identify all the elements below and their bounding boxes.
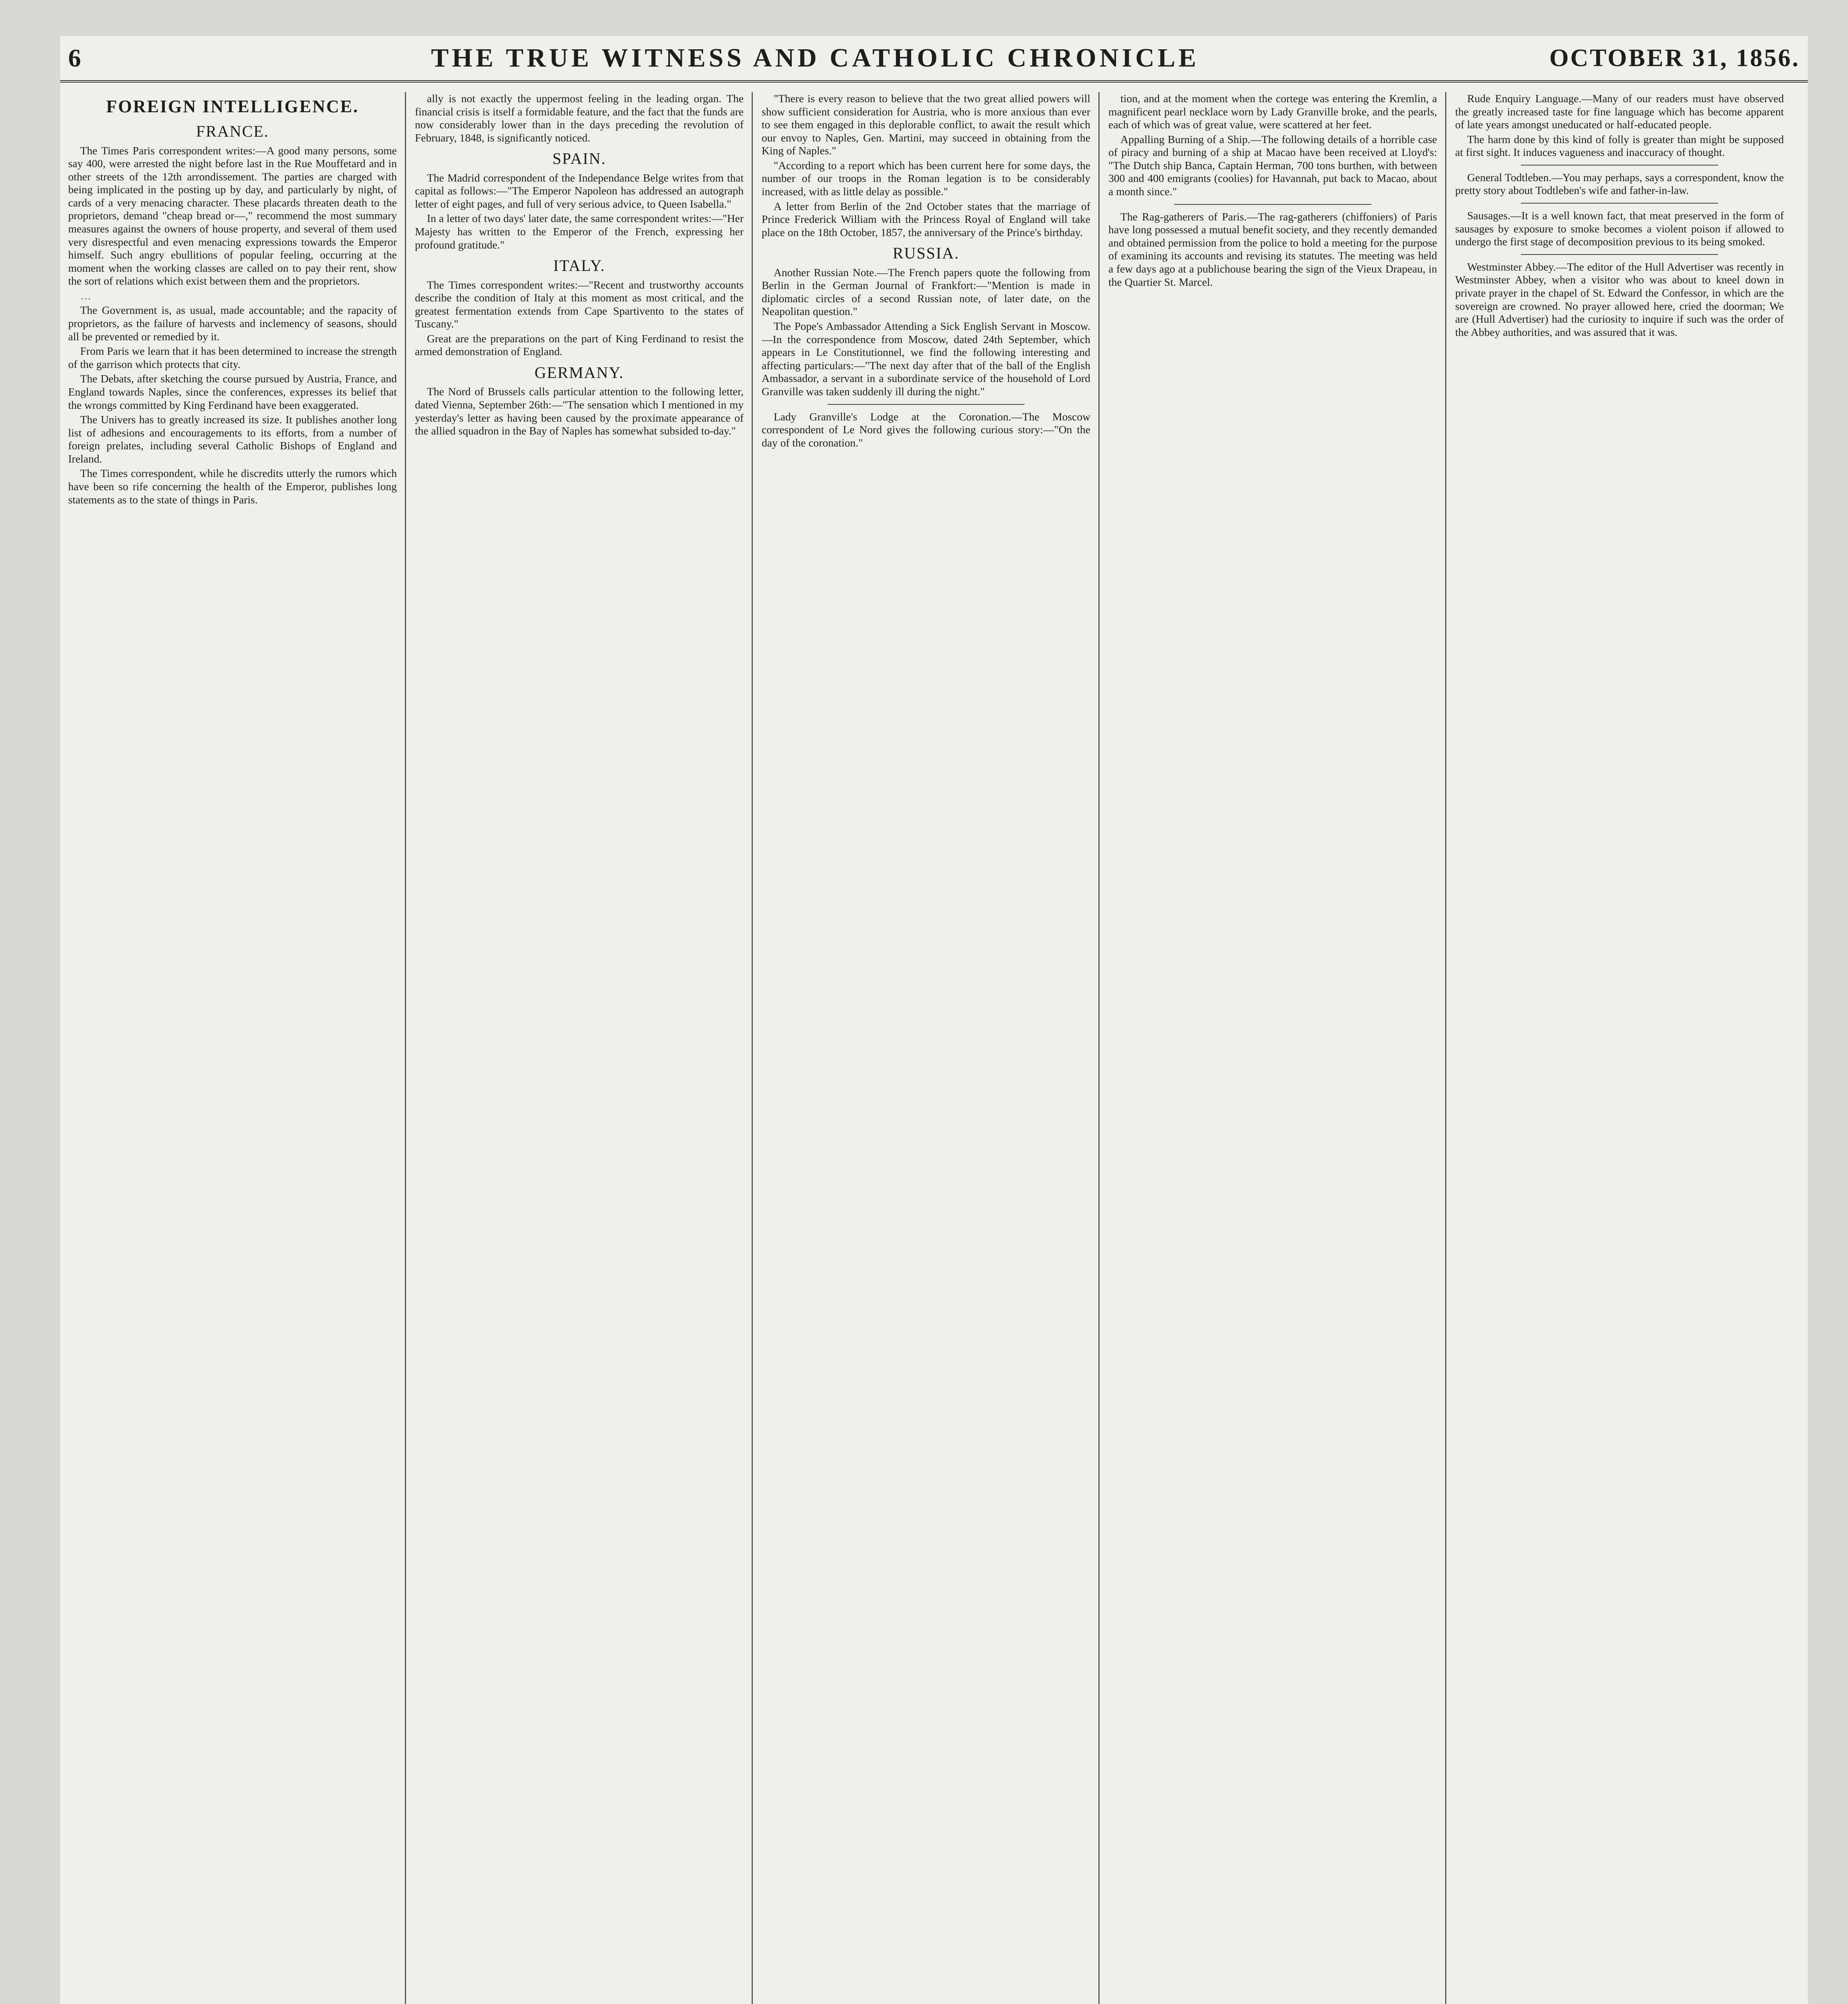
article-paragraph: ally is not exactly the uppermost feeling in the leading organ. The financial crisis is itself a formidable feature, and the fact that the funds are now considerably lower than in the days preceding the revolution of February, 1848, is significantly noticed. [415,92,744,144]
article-paragraph: The Debats, after sketching the course pursued by Austria, France, and England towards Naples, since the conferences, expresses its belief that the wrongs committed by King Ferdinand have been exaggerated. [68,372,397,411]
article-paragraph: Sausages.—It is a well known fact, that meat preserved in the form of sausages by exposure to smoke becomes a violent poison if allowed to undergo the first stage of decomposition previous to its being smoked. [1455,209,1784,248]
article-paragraph: Appalling Burning of a Ship.—The following details of a horrible case of piracy and burning of a ship at Macao have been received at Lloyd's: "The Dutch ship Banca, Captain Herman, 700 tons burthen, with between 300 and 400 emigrants (coolies) for Havannah, put back to Macao, about a month since." [1108,133,1437,198]
column-3 [762,92,1090,2004]
newspaper-title: THE TRUE WITNESS AND CATHOLIC CHRONICLE [431,43,1199,73]
divider [1521,254,1718,255]
divider [827,404,1025,405]
article-paragraph: The Times correspondent, while he discredits utterly the rumors which have been so rife concerning the health of the Emperor, publishes long statements as to the state of things in Paris. [68,467,397,506]
article-text-block: … [80,289,91,302]
divider [1521,203,1718,204]
article-paragraph: Lady Granville's Lodge at the Coronation.—The Moscow correspondent of Le Nord gives the following curious story:—"On the day of the coronation." [762,410,1090,449]
subheading-italy: ITALY. [553,257,605,275]
article-paragraph: "There is every reason to believe that the two great allied powers will show sufficient consideration for Austria, who is more anxious than ever to see them engaged in this deplorable conflict, to await the result which our envoy to Naples, Gen. Martini, may succeed in obtaining from the King of Naples." [762,92,1090,157]
article-paragraph: From Paris we learn that it has been determined to increase the strength of the garrison which protects that city. [68,345,397,370]
column-1 [68,92,397,2004]
article-paragraph: The Nord of Brussels calls particular attention to the following letter, dated Vienna, September 26th:—"The sensation which I mentioned in my yesterday's letter as having been caused by the proximate appearance of the allied squadron in the Bay of Naples has somewhat subsided to-day." [415,385,744,437]
article-paragraph: The Rag-gatherers of Paris.—The rag-gatherers (chiffoniers) of Paris have long possessed a mutual benefit society, and they recently demanded and obtained permission from the police to hold a meeting for the purpose of examining its accounts and revising its statutes. The meeting was held a few days ago at a publichouse bearing the sign of the Vieux Drapeau, in the Quartier St. Marcel. [1108,210,1437,288]
article-paragraph: General Todtleben.—You may perhaps, says a correspondent, know the pretty story about Todtleben's wife and father-in-law. [1455,171,1784,197]
article-paragraph: Rude Enquiry Language.—Many of our readers must have observed the greatly increased taste for fine language which has become apparent of late years amongst uneducated or half-educated people. [1455,92,1784,131]
article-paragraph: "According to a report which has been current here for some days, the number of our troops in the Roman legation is to be considerably increased, with as little delay as possible." [762,159,1090,198]
issue-date: OCTOBER 31, 1856. [1549,44,1800,72]
subheading-russia: RUSSIA. [892,244,960,263]
divider [1521,165,1718,166]
article-paragraph: The Univers has to greatly increased its size. It publishes another long list of adhesions and encouragements to its efforts, from a number of foreign prelates, including several Catholic Bishops of England and Ireland. [68,413,397,465]
article-paragraph: tion, and at the moment when the cortege was entering the Kremlin, a magnificent pearl necklace worn by Lady Granville broke, and the pearls, each of which was of great value, were scattered at her feet. [1108,92,1437,131]
article-paragraph: The Times Paris correspondent writes:—A good many persons, some say 400, were arrested the night before last in the Rue Mouffetard and in other streets of the 12th arrondissement. The parties are charged with being implicated in the posting up by day, and particularly by night, of cards of a very menacing character. These placards threaten death to the proprietors, demand "cheap bread or—," recommend the most summary measures against the owners of house property, and several of them used very disrespectful and even menacing expressions towards the Emperor himself. Such angry ebullitions of popular feeling, occurring at the moment when the working classes are called on to pay their rent, show the sort of relations which exist between them and the proprietors. [68,144,397,287]
column-rule [1098,92,1100,2004]
column-rule [405,92,406,2004]
article-paragraph: The Times correspondent writes:—"Recent and trustworthy accounts describe the condition of Italy at this moment as most critical, and the greatest fermentation extends from Cape Spartivento to the states of Tuscany." [415,278,744,330]
article-paragraph: Westminster Abbey.—The editor of the Hull Advertiser was recently in Westminster Abbey, when a visitor who was about to kneel down in private prayer in the chapel of St. Edward the Confessor, in which are the sovereign are crowned. No prayer allowed here, cried the doorman; We are (Hull Advertiser) had the curiosity to inquire if such was the order of the Abbey authorities, and was assured that it was. [1455,260,1784,338]
page-number: 6 [68,44,81,72]
article-paragraph: The harm done by this kind of folly is greater than might be supposed at first sight. It induces vagueness and inaccuracy of thought. [1455,133,1784,159]
newspaper-page [60,36,1808,2004]
article-paragraph: The Madrid correspondent of the Independance Belge writes from that capital as follows:—"The Emperor Napoleon has addressed an autograph letter of eight pages, and full of very serious advice, to Queen Isabella." [415,171,744,210]
column-rule [1445,92,1446,2004]
article-paragraph: The Pope's Ambassador Attending a Sick English Servant in Moscow.—In the correspondence from Moscow, dated 24th September, which appears in Le Constitutionnel, we find the following interesting and affecting particulars:—"The next day after that of the ball of the English Ambassador, a servant in a subordinate service of the household of Lord Granville was taken suddenly ill during the night." [762,320,1090,398]
section-heading-foreign: FOREIGN INTELLIGENCE. [106,97,359,116]
subheading-france: FRANCE. [196,122,269,141]
article-paragraph: Great are the preparations on the part of King Ferdinand to resist the armed demonstration of England. [415,332,744,358]
masthead [60,36,1808,83]
subheading-germany: GERMANY. [534,364,624,382]
column-2 [415,92,744,2004]
article-paragraph: Another Russian Note.—The French papers quote the following from Berlin in the German Journal of Frankfort:—"Mention is made in diplomatic circles of a second Russian note, of later date, on the Neapolitan question." [762,266,1090,318]
divider [1174,204,1371,205]
article-paragraph: A letter from Berlin of the 2nd October states that the marriage of Prince Frederick William with the Princess Royal of England will take place on the 18th October, 1857, the anniversary of the Prince's birthday. [762,200,1090,238]
article-paragraph: The Government is, as usual, made accountable; and the rapacity of proprietors, as the failure of harvests and inclemency of seasons, should all be prevented or remedied by it. [68,304,397,343]
subheading-spain: SPAIN. [552,149,606,168]
column-5 [1455,92,1784,2004]
article-paragraph: In a letter of two days' later date, the same correspondent writes:—"Her Majesty has written to the Emperor of the French, expressing her profound gratitude." [415,212,744,251]
column-rule [752,92,753,2004]
column-4 [1108,92,1437,2004]
